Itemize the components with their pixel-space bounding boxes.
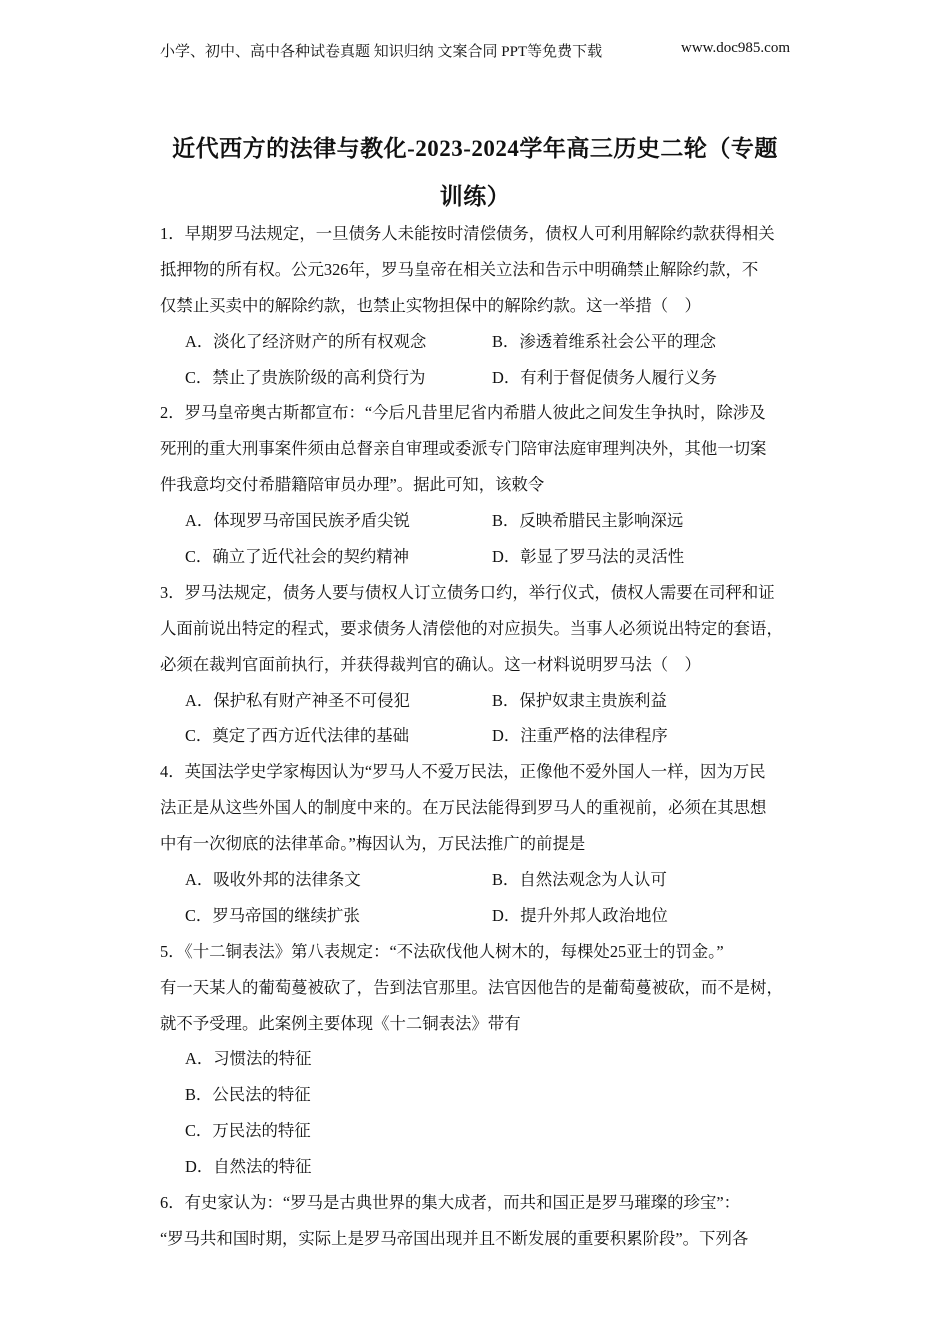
answer-option: C．确立了近代社会的契约精神: [185, 547, 410, 567]
question-stem-line: 死刑的重大刑事案件须由总督亲自审理或委派专门陪审法庭审理判决外，其他一切案: [160, 439, 767, 459]
options-row: [160, 1149, 790, 1185]
answer-option: B．渗透着维系社会公平的理念: [492, 331, 717, 351]
answer-option: C．罗马帝国的继续扩张: [185, 905, 360, 925]
answer-option: D．彰显了罗马法的灵活性: [492, 547, 685, 567]
question-stem-line: 人面前说出特定的程式，要求债务人清偿他的对应损失。当事人必须说出特定的套语，: [160, 618, 783, 638]
answer-option: B．公民法的特征: [185, 1085, 311, 1105]
answer-option: B．自然法观念为人认可: [492, 870, 667, 890]
answer-option: C．奠定了西方近代法律的基础: [185, 726, 410, 746]
question-stem-line: 3．罗马法规定，债务人要与债权人订立债务口约，举行仪式，债权人需要在司秤和证: [160, 582, 775, 602]
answer-option: B．反映希腊民主影响深远: [492, 511, 684, 531]
options-row: [160, 324, 790, 360]
question-4: [160, 754, 790, 933]
question-list: [160, 216, 790, 1257]
options-row: [160, 503, 790, 539]
question-stem-line: “罗马共和国时期，实际上是罗马帝国出现并且不断发展的重要积累阶段”。下列各: [160, 1228, 749, 1248]
page-header: [160, 40, 790, 61]
question-stem-line: 1．早期罗马法规定，一旦债务人未能按时清偿债务，债权人可利用解除约款获得相关: [160, 224, 775, 243]
header-url: www.doc985.com: [680, 40, 790, 56]
options-row: [160, 539, 790, 575]
question-2: [160, 395, 790, 574]
answer-option: A．保护私有财产神圣不可侵犯: [185, 690, 410, 710]
answer-option: D．提升外邦人政治地位: [492, 905, 668, 925]
answer-option: D．有利于督促债务人履行义务: [492, 367, 717, 387]
document-title-cont: 训练）: [439, 184, 511, 209]
answer-option: D．注重严格的法律程序: [492, 726, 668, 746]
document-title: 近代西方的法律与教化-2023-2024学年高三历史二轮（专题: [172, 136, 778, 161]
options-row: [160, 1113, 790, 1149]
answer-option: A．习惯法的特征: [185, 1049, 312, 1069]
question-stem-line: 抵押物的所有权。公元326年，罗马皇帝在相关立法和告示中明确禁止解除约款，不: [160, 259, 759, 279]
question-6: [160, 1185, 790, 1257]
question-stem-line: 中有一次彻底的法律革命。”梅因认为，万民法推广的前提是: [160, 834, 586, 854]
answer-option: B．保护奴隶主贵族利益: [492, 690, 667, 710]
question-stem-line: 法正是从这些外国人的制度中来的。在万民法能得到罗马人的重视前，必须在其思想: [160, 798, 767, 818]
answer-option: A．体现罗马帝国民族矛盾尖锐: [185, 511, 410, 531]
question-stem-line: 就不予受理。此案例主要体现《十二铜表法》带有: [160, 1013, 521, 1033]
question-stem-line: 有一天某人的葡萄蔓被砍了，告到法官那里。法官因他告的是葡萄蔓被砍，而不是树，: [160, 977, 783, 997]
answer-option: A．淡化了经济财产的所有权观念: [185, 331, 427, 351]
options-row: [160, 360, 790, 396]
question-stem-line: 6．有史家认为：“罗马是古典世界的集大成者，而共和国正是罗马璀璨的珍宝”：: [160, 1193, 741, 1213]
answer-option: A．吸收外邦的法律条文: [185, 870, 361, 890]
answer-option: D．自然法的特征: [185, 1157, 312, 1177]
question-1: [160, 216, 790, 395]
question-stem-line: 必须在裁判官面前执行，并获得裁判官的确认。这一材料说明罗马法（ ）: [160, 654, 701, 674]
options-row: [160, 718, 790, 754]
options-row: [160, 683, 790, 719]
options-row: [160, 862, 790, 898]
question-stem-line: 4．英国法学史学家梅因认为“罗马人不爱万民法，正像他不爱外国人一样，因为万民: [160, 762, 766, 782]
question-5: [160, 934, 790, 1185]
answer-option: C．万民法的特征: [185, 1121, 311, 1141]
question-stem-line: 件我意均交付希腊籍陪审员办理”。据此可知，该敕令: [160, 475, 545, 495]
header-text: 小学、初中、高中各种试卷真题 知识归纳 文案合同 PPT等免费下载: [160, 44, 603, 60]
options-row: [160, 1041, 790, 1077]
question-stem-line: 2．罗马皇帝奥古斯都宣布：“今后凡昔里尼省内希腊人彼此之间发生争执时，除涉及: [160, 403, 766, 423]
options-row: [160, 898, 790, 934]
answer-option: C．禁止了贵族阶级的高利贷行为: [185, 367, 426, 387]
question-3: [160, 575, 790, 754]
question-stem-line: 仅禁止买卖中的解除约款，也禁止实物担保中的解除约款。这一举措（ ）: [160, 295, 701, 315]
question-stem-line: 5．《十二铜表法》第八表规定：“不法砍伐他人树木的，每棵处25亚士的罚金。”: [160, 941, 724, 961]
options-row: [160, 1077, 790, 1113]
